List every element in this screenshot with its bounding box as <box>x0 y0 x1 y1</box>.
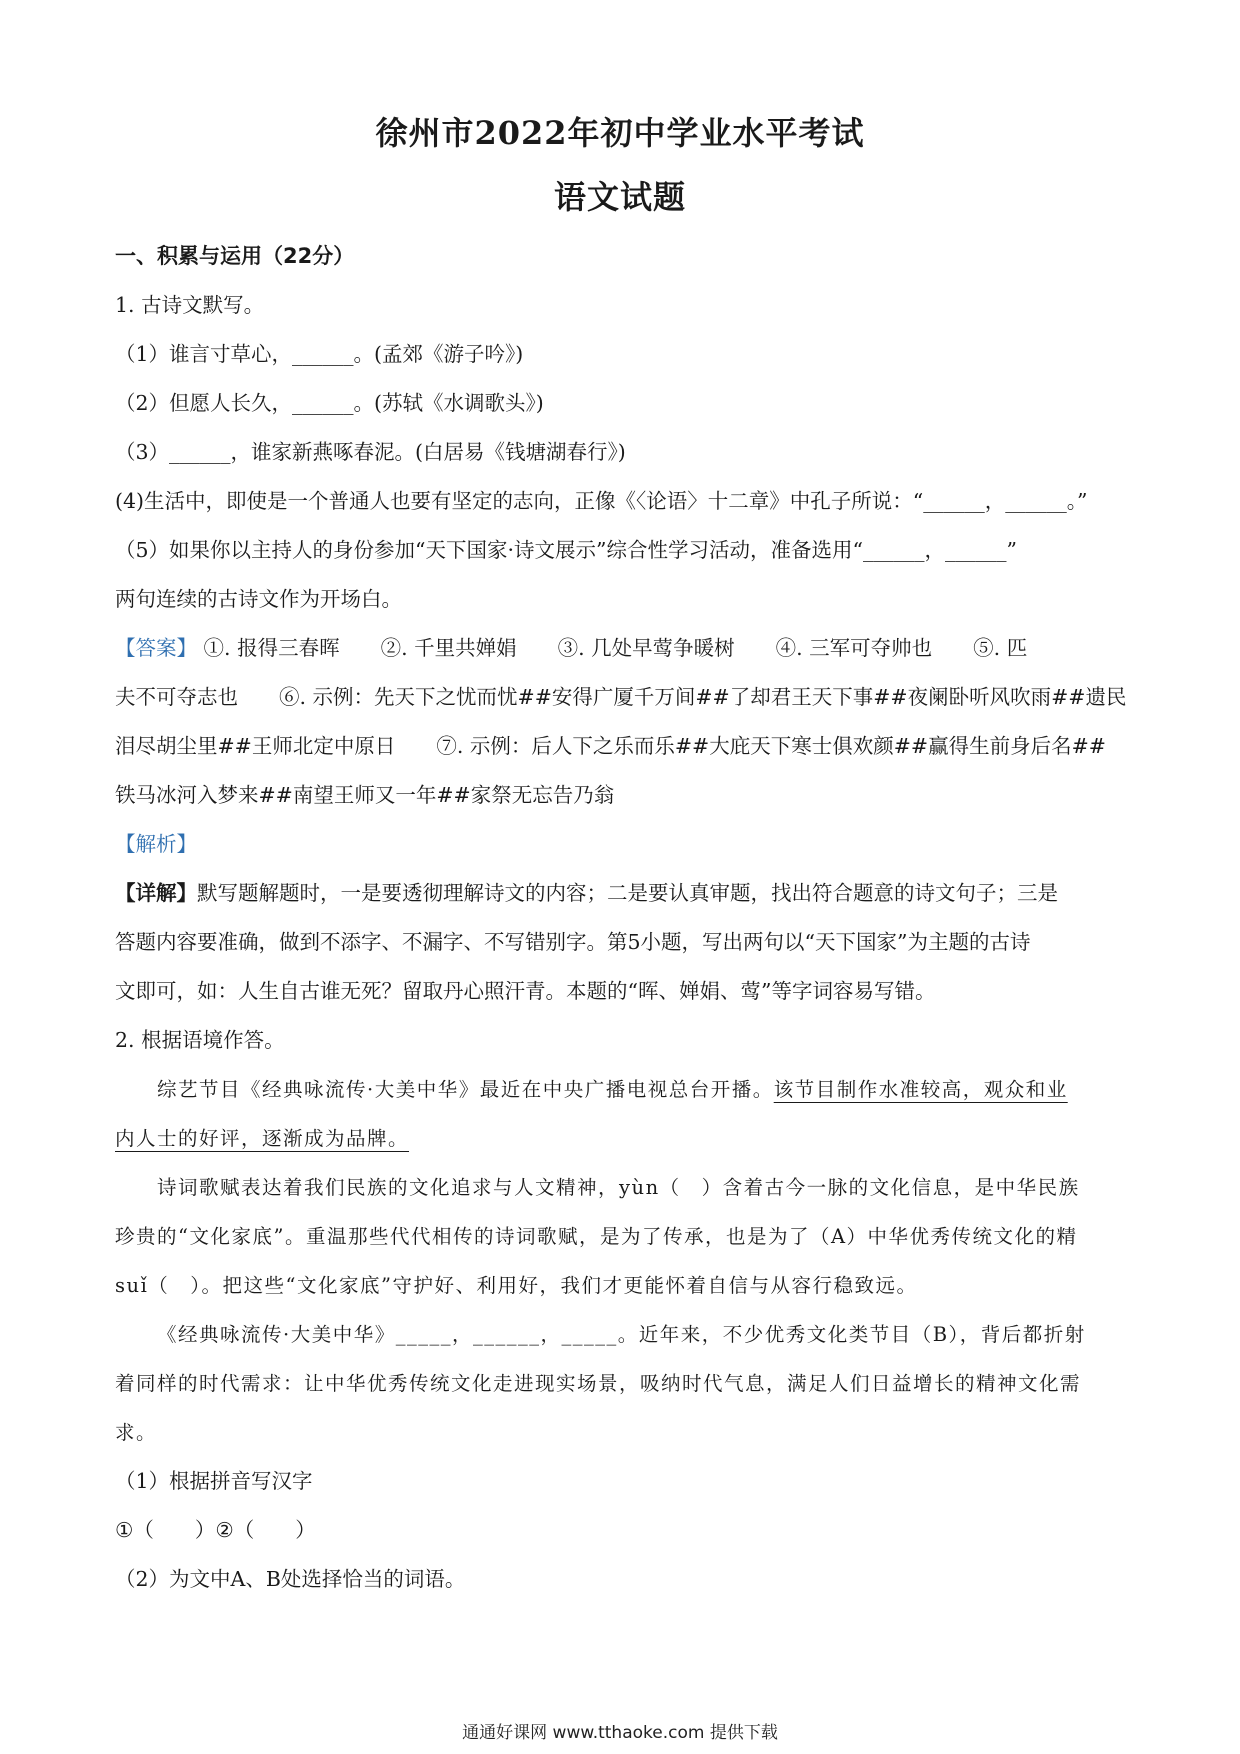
answer-text-1: ①. 报得三春晖 ②. 千里共婵娟 ③. 几处早莺争暖树 ④. 三军可夺帅也 ⑤. 匹 <box>203 636 1028 660</box>
exam-content <box>115 232 1127 1604</box>
question-2-sub-2: （2）为文中A、B处选择恰当的词语。 <box>115 1567 466 1591</box>
answer-tag: 【答案】 <box>115 636 197 660</box>
passage-2-line-2: 珍贵的“文化家底”。重温那些代代相传的诗词歌赋，是为了传承，也是为了（A）中华优秀传统文化的精 <box>115 1225 1078 1248</box>
passage-1-underlined-2: 内人士的好评，逐渐成为品牌。 <box>115 1127 410 1150</box>
question-2-sub-1: （1）根据拼音写汉字 <box>115 1469 313 1493</box>
question-1-item-5-cont: 两句连续的古诗文作为开场白。 <box>115 587 402 611</box>
passage-1-line-2 <box>115 1114 1110 1163</box>
detail-text-1: 默写题解题时，一是要透彻理解诗文的内容；二是要认真审题，找出符合题意的诗文句子；三是 <box>197 881 1058 905</box>
question-1-item-5: （5）如果你以主持人的身份参加“天下国家·诗文展示”综合性学习活动，准备选用“______，______” <box>115 538 1017 562</box>
detail-line-1 <box>115 869 1110 918</box>
passage-1-line-1 <box>115 1065 1110 1114</box>
detail-tag: 【详解】 <box>115 881 197 905</box>
passage-2-line-1: 诗词歌赋表达着我们民族的文化追求与人文精神，yùn（ ）含着古今一脉的文化信息，是中华民族 <box>157 1176 1080 1199</box>
page-footer: 通通好课网 www.tthaoke.com 提供下载 <box>462 1723 778 1743</box>
passage-2-line-3: suǐ（ ）。把这些“文化家底”守护好、利用好，我们才更能怀着自信与从容行稳致远。 <box>115 1274 918 1297</box>
answer-line-2: 夫不可夺志也 ⑥. 示例：先天下之忧而忧##安得广厦千万间##了却君王天下事##夜阑卧听风吹雨##遗民 <box>115 685 1127 709</box>
exam-title: 徐州市2022年初中学业水平考试 <box>375 114 865 152</box>
section-heading: 一、积累与运用（22分） <box>115 244 355 268</box>
question-1-item-4: (4)生活中，即使是一个普通人也要有坚定的志向，正像《〈论语〉十二章》中孔子所说：“______，______。” <box>115 489 1088 513</box>
passage-1-underlined: 该节目制作水准较高，观众和业 <box>773 1078 1068 1101</box>
question-1-item-3: （3）______，谁家新燕啄春泥。(白居易《钱塘湖春行》) <box>115 440 626 464</box>
question-1-item-1: （1）谁言寸草心，______。(孟郊《游子吟》) <box>115 342 524 366</box>
answer-line-1 <box>115 624 1110 673</box>
detail-line-3: 文即可，如：人生自古谁无死？留取丹心照汗青。本题的“晖、婵娟、莺”等字词容易写错。 <box>115 979 936 1003</box>
passage-3-line-2: 着同样的时代需求：让中华优秀传统文化走进现实场景，吸纳时代气息，满足人们日益增长的精神文化需 <box>115 1372 1082 1395</box>
passage-3-line-1: 《经典咏流传·大美中华》_____，______，_____。近年来，不少优秀文化类节目（B），背后都折射 <box>157 1323 1086 1346</box>
passage-3-line-3: 求。 <box>115 1421 158 1444</box>
passage-1-plain: 综艺节目《经典咏流传·大美中华》最近在中央广播电视总台开播。 <box>157 1078 774 1101</box>
answer-line-4: 铁马冰河入梦来##南望王师又一年##家祭无忘告乃翁 <box>115 783 615 807</box>
question-2-sub-1-blanks: ①（ ）②（ ） <box>115 1518 316 1542</box>
exam-subtitle: 语文试题 <box>553 178 686 216</box>
question-2-stem: 2. 根据语境作答。 <box>115 1028 285 1052</box>
analysis-tag: 【解析】 <box>115 832 197 856</box>
question-1-stem: 1. 古诗文默写。 <box>115 293 265 317</box>
answer-line-3: 泪尽胡尘里##王师北定中原日 ⑦. 示例：后人下之乐而乐##大庇天下寒士俱欢颜##赢得生前身后名## <box>115 734 1106 758</box>
question-1-item-2: （2）但愿人长久，______。(苏轼《水调歌头》) <box>115 391 544 415</box>
detail-line-2: 答题内容要准确，做到不添字、不漏字、不写错别字。第5小题，写出两句以“天下国家”为主题的古诗 <box>115 930 1031 954</box>
